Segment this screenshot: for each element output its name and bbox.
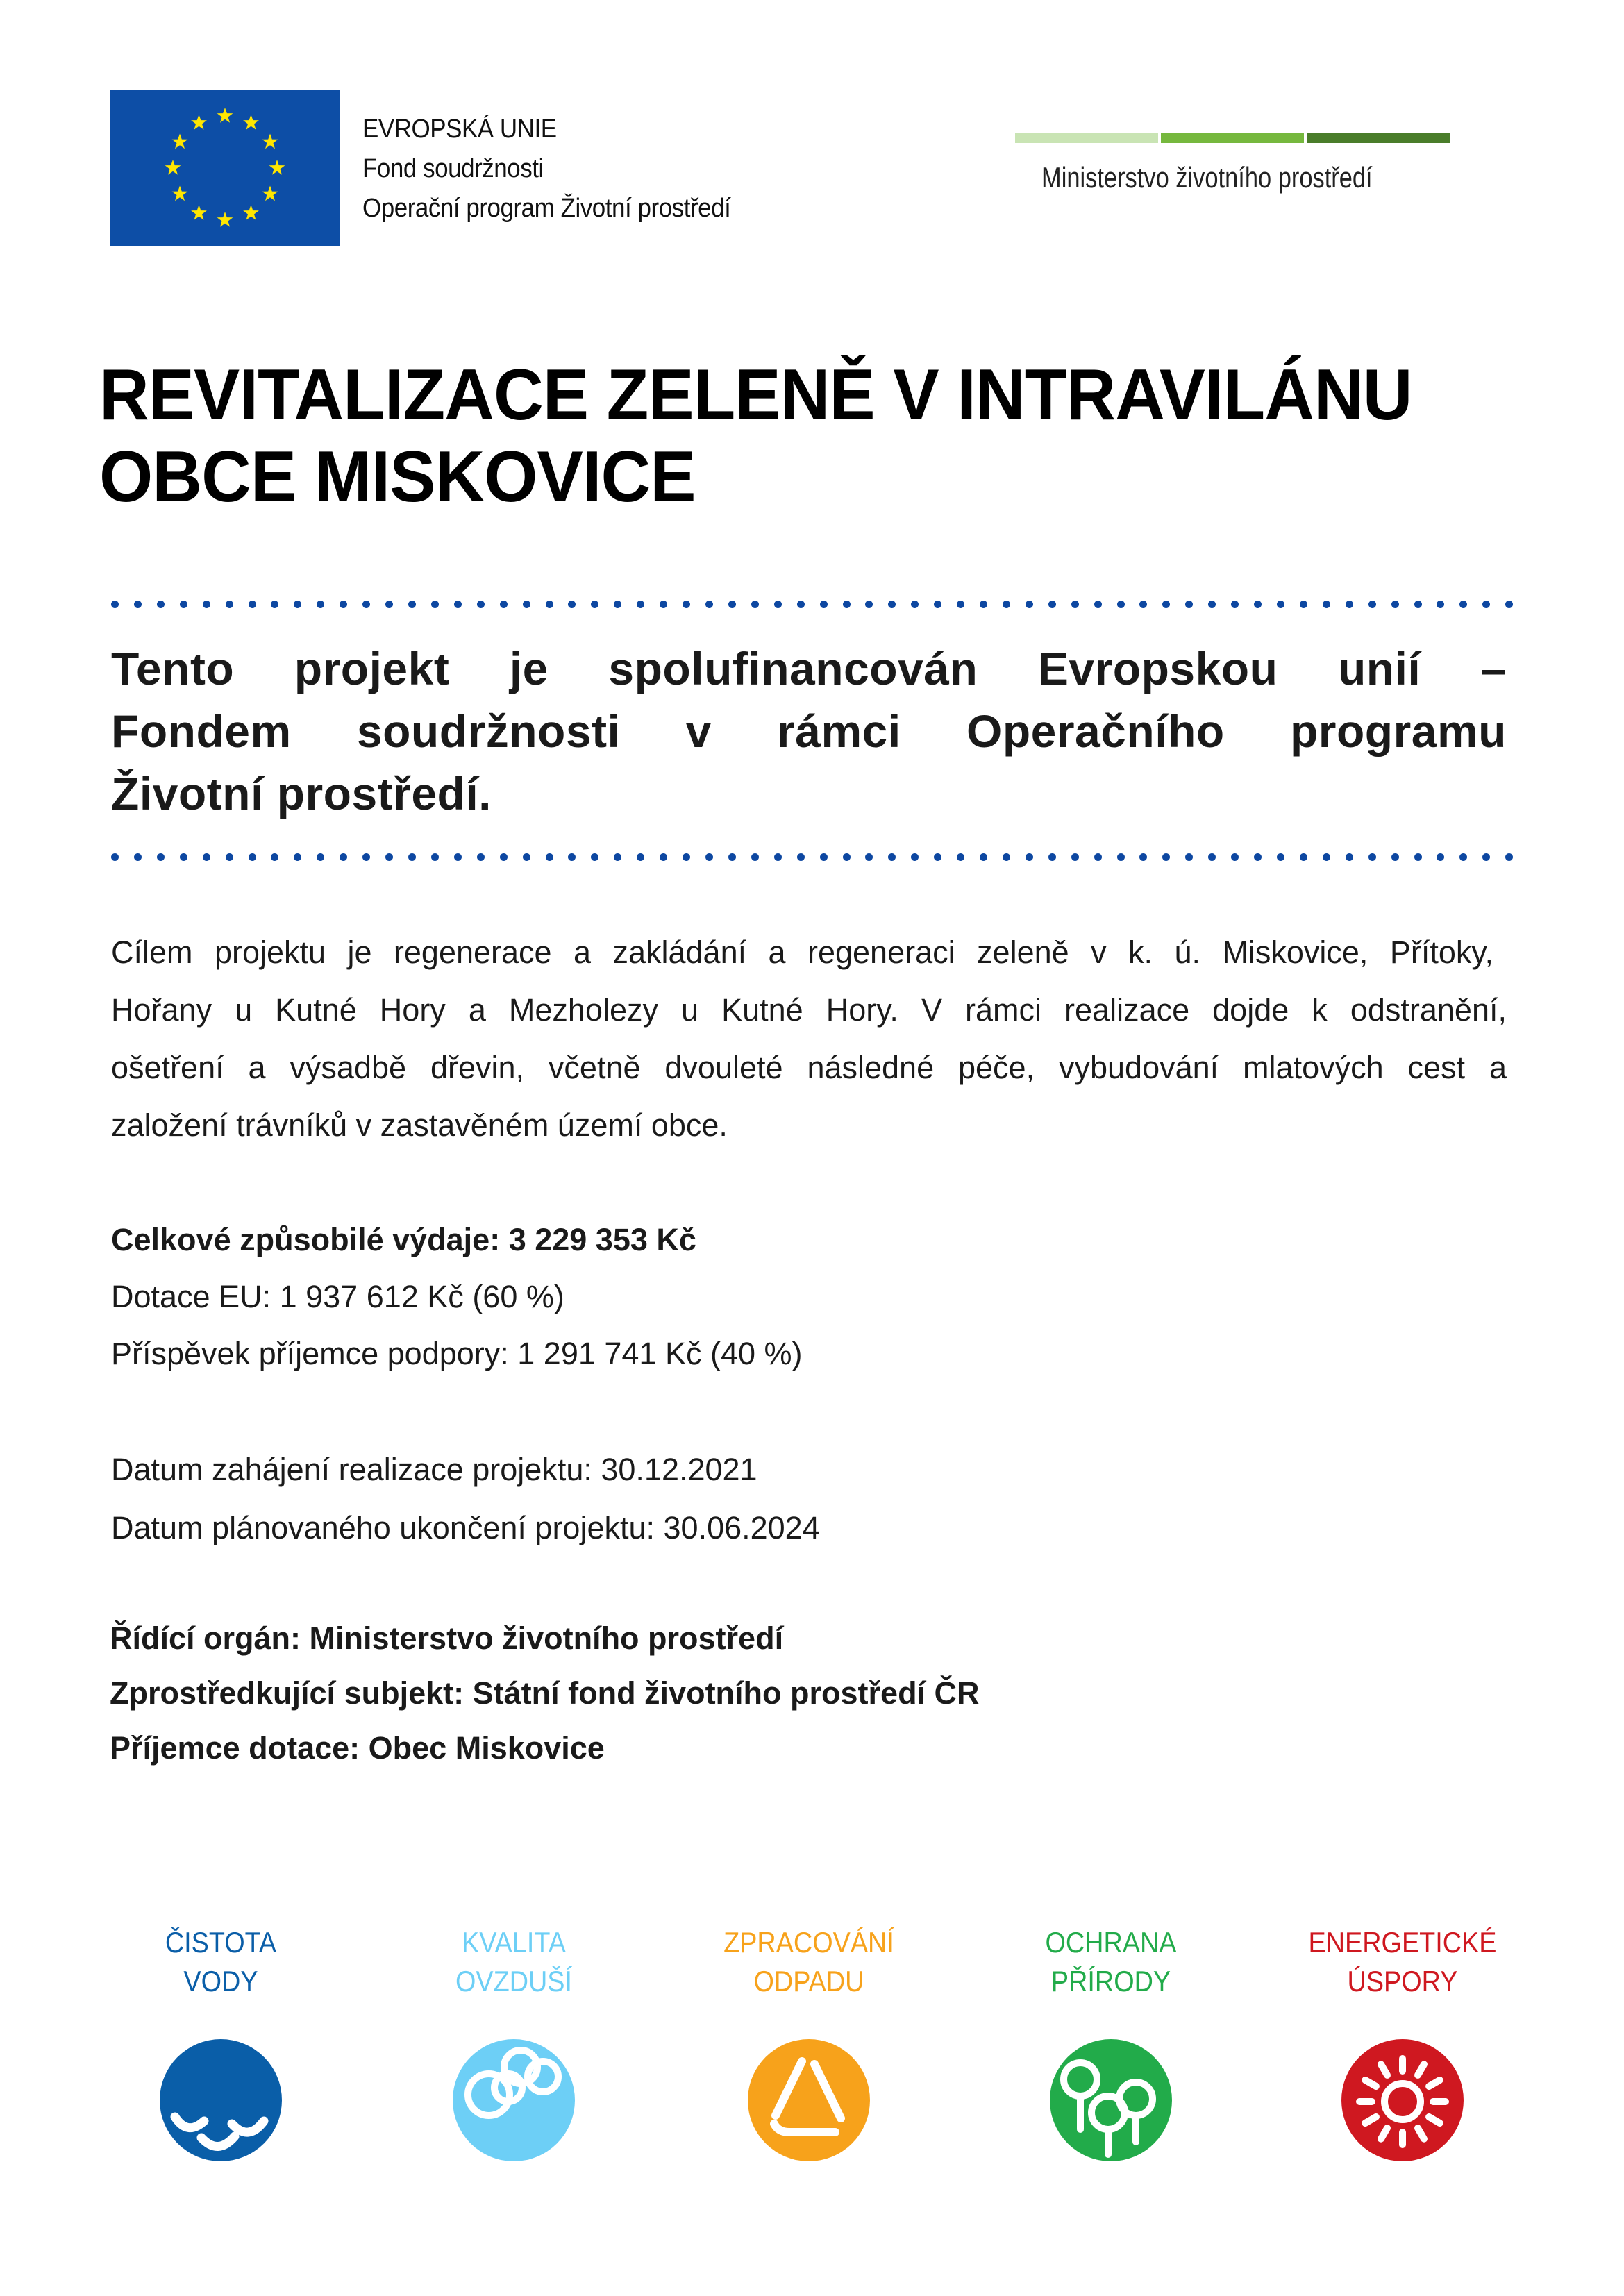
divider-dot bbox=[683, 853, 690, 861]
theme-water-purity bbox=[110, 1923, 332, 2161]
divider-dot bbox=[934, 601, 941, 608]
divider-dot bbox=[797, 601, 805, 608]
divider-dot bbox=[1003, 853, 1010, 861]
divider-dot bbox=[568, 853, 576, 861]
divider-dot bbox=[1208, 601, 1216, 608]
title-line-2: OBCE MISKOVICE bbox=[99, 437, 696, 517]
divider-dot bbox=[728, 853, 736, 861]
eu-star-icon bbox=[165, 160, 181, 175]
divider-dot bbox=[1437, 601, 1444, 608]
end-date: Datum plánovaného ukončení projektu: 30.06.2024 bbox=[111, 1510, 820, 1545]
divider-dot bbox=[934, 853, 941, 861]
funding-line-text: Tento projekt je spolufinancován Evropskou unií – bbox=[111, 643, 1507, 694]
theme-label-line: PŘÍRODY bbox=[1050, 1965, 1171, 1997]
divider-dot bbox=[1391, 853, 1399, 861]
divider-dot bbox=[111, 853, 119, 861]
dotted-divider-top bbox=[111, 599, 1514, 609]
eu-star-icon bbox=[172, 134, 188, 149]
divider-dot bbox=[911, 853, 919, 861]
divider-dot bbox=[1003, 601, 1010, 608]
finance-section bbox=[111, 1212, 803, 1382]
divider-dot bbox=[820, 601, 828, 608]
divider-dot bbox=[614, 601, 621, 608]
divider-dot bbox=[408, 853, 416, 861]
theme-label bbox=[1011, 1923, 1211, 2001]
divider-dot bbox=[843, 601, 851, 608]
divider-dot bbox=[1437, 853, 1444, 861]
divider-dot bbox=[317, 601, 324, 608]
eu-star-icon bbox=[262, 134, 278, 149]
divider-dot bbox=[546, 601, 553, 608]
theme-label bbox=[121, 1923, 321, 2001]
divider-dot bbox=[1346, 601, 1353, 608]
divider-dot bbox=[500, 601, 508, 608]
eu-logo-line: Operační program Životní prostředí bbox=[362, 194, 731, 223]
divider-dot bbox=[980, 853, 987, 861]
divider-dot bbox=[1185, 853, 1193, 861]
theme-label bbox=[414, 1923, 614, 2001]
divider-dot bbox=[340, 601, 347, 608]
water-waves-icon bbox=[160, 2039, 282, 2161]
eu-star-icon bbox=[262, 186, 278, 201]
ministry-logo-text: Ministerstvo životního prostředí bbox=[1041, 161, 1373, 194]
eu-star-icon bbox=[217, 212, 233, 227]
divider-dot bbox=[660, 601, 667, 608]
theme-label bbox=[709, 1923, 909, 2001]
eu-star-icon bbox=[243, 115, 259, 130]
managing-authority: Řídící orgán: Ministerstvo životního prostředí bbox=[110, 1620, 784, 1656]
divider-dot bbox=[1277, 853, 1284, 861]
divider-dot bbox=[728, 601, 736, 608]
divider-dot bbox=[203, 601, 210, 608]
divider-dot bbox=[637, 853, 644, 861]
eu-logo-text bbox=[362, 110, 762, 228]
divider-dot bbox=[957, 853, 964, 861]
dates-section bbox=[111, 1441, 820, 1557]
divider-dot bbox=[271, 601, 278, 608]
divider-dot bbox=[865, 601, 873, 608]
divider-dot bbox=[317, 853, 324, 861]
divider-dot bbox=[865, 853, 873, 861]
divider-dot bbox=[637, 601, 644, 608]
eu-star-icon bbox=[191, 205, 207, 220]
divider-dot bbox=[1323, 853, 1330, 861]
divider-dot bbox=[134, 853, 142, 861]
divider-dot bbox=[568, 601, 576, 608]
funding-statement bbox=[111, 637, 1507, 825]
divider-dot bbox=[1277, 601, 1284, 608]
divider-dot bbox=[1254, 853, 1262, 861]
funding-line-text: Životní prostředí. bbox=[111, 768, 492, 819]
divider-dot bbox=[294, 853, 301, 861]
divider-dot bbox=[957, 601, 964, 608]
divider-dot bbox=[1459, 601, 1467, 608]
divider-dot bbox=[111, 601, 119, 608]
eu-star-icon bbox=[191, 115, 207, 130]
start-date: Datum zahájení realizace projektu: 30.12.2021 bbox=[111, 1452, 757, 1487]
divider-dot bbox=[1323, 601, 1330, 608]
organizations-section bbox=[110, 1611, 980, 1775]
divider-dot bbox=[1071, 853, 1079, 861]
eu-logo-line: Fond soudržnosti bbox=[362, 154, 544, 183]
divider-dot bbox=[249, 853, 256, 861]
divider-dot bbox=[1117, 601, 1125, 608]
divider-dot bbox=[1139, 853, 1147, 861]
grant-recipient: Příjemce dotace: Obec Miskovice bbox=[110, 1730, 605, 1766]
divider-dot bbox=[385, 601, 393, 608]
divider-dot bbox=[1300, 853, 1307, 861]
theme-label-line: VODY bbox=[183, 1965, 258, 1997]
eu-star-icon bbox=[172, 186, 188, 201]
divider-dot bbox=[340, 853, 347, 861]
theme-label-line: OVZDUŠÍ bbox=[455, 1965, 573, 1997]
eu-subsidy: Dotace EU: 1 937 612 Kč (60 %) bbox=[111, 1279, 564, 1314]
divider-dot bbox=[477, 853, 485, 861]
divider-dot bbox=[1505, 601, 1513, 608]
theme-nature-protection bbox=[1000, 1923, 1222, 2161]
total-eligible-costs: Celkové způsobilé výdaje: 3 229 353 Kč bbox=[111, 1222, 696, 1257]
divider-dot bbox=[362, 853, 370, 861]
divider-dot bbox=[1346, 853, 1353, 861]
theme-air-quality bbox=[403, 1923, 625, 2161]
theme-label bbox=[1303, 1923, 1502, 2001]
divider-dot bbox=[500, 853, 508, 861]
divider-dot bbox=[797, 853, 805, 861]
theme-label-line: ÚSPORY bbox=[1347, 1965, 1458, 1997]
divider-dot bbox=[1071, 601, 1079, 608]
ministry-bar-mid bbox=[1161, 133, 1304, 143]
divider-dot bbox=[591, 853, 598, 861]
ministry-logo-bars bbox=[1015, 133, 1450, 143]
eu-star-icon bbox=[269, 160, 285, 175]
theme-waste-processing bbox=[698, 1923, 920, 2161]
recipient-contribution: Příspěvek příjemce podpory: 1 291 741 Kč (40 %) bbox=[111, 1336, 803, 1371]
divider-dot bbox=[751, 853, 759, 861]
dotted-divider-bottom bbox=[111, 852, 1514, 862]
divider-dot bbox=[774, 853, 782, 861]
project-description bbox=[111, 923, 1508, 1154]
title-line-1: REVITALIZACE ZELENĚ V INTRAVILÁNU bbox=[99, 355, 1412, 435]
theme-energy-savings bbox=[1291, 1923, 1514, 2161]
eu-star-icon bbox=[217, 108, 233, 123]
page-title bbox=[99, 354, 1474, 518]
divider-dot bbox=[1391, 601, 1399, 608]
eu-logo-line: EVROPSKÁ UNIE bbox=[362, 115, 557, 144]
divider-dot bbox=[1048, 601, 1056, 608]
divider-dot bbox=[226, 853, 233, 861]
divider-dot bbox=[1368, 853, 1376, 861]
divider-dot bbox=[683, 601, 690, 608]
divider-dot bbox=[134, 601, 142, 608]
eu-star-icon bbox=[243, 205, 259, 220]
divider-dot bbox=[705, 853, 713, 861]
divider-dot bbox=[843, 853, 851, 861]
divider-dot bbox=[774, 601, 782, 608]
theme-label-line: KVALITA bbox=[462, 1926, 566, 1959]
divider-dot bbox=[591, 601, 598, 608]
eu-stars-icon bbox=[110, 90, 340, 246]
divider-dot bbox=[1048, 853, 1056, 861]
cloud-icon bbox=[453, 2039, 575, 2161]
ministry-bar-dark bbox=[1307, 133, 1450, 143]
eu-flag-logo bbox=[110, 90, 340, 246]
theme-label-line: ZPRACOVÁNÍ bbox=[723, 1926, 894, 1959]
divider-dot bbox=[1300, 601, 1307, 608]
divider-dot bbox=[546, 853, 553, 861]
description-line: ošetření a výsadbě dřevin, včetně dvouleté následné péče, vybudování mlatových cest a bbox=[111, 1050, 1507, 1085]
divider-dot bbox=[362, 601, 370, 608]
theme-label-line: ENERGETICKÉ bbox=[1308, 1926, 1497, 1959]
divider-dot bbox=[226, 601, 233, 608]
divider-dot bbox=[980, 601, 987, 608]
divider-dot bbox=[1162, 853, 1170, 861]
theme-label-line: OCHRANA bbox=[1045, 1926, 1177, 1959]
divider-dot bbox=[751, 601, 759, 608]
funding-line-text: Fondem soudržnosti v rámci Operačního programu bbox=[111, 705, 1507, 757]
divider-dot bbox=[1414, 853, 1422, 861]
divider-dot bbox=[1162, 601, 1170, 608]
divider-dot bbox=[614, 853, 621, 861]
divider-dot bbox=[523, 853, 530, 861]
funding-statement-line-1 bbox=[111, 637, 1507, 700]
divider-dot bbox=[523, 601, 530, 608]
divider-dot bbox=[408, 601, 416, 608]
divider-dot bbox=[157, 601, 165, 608]
description-line: založení trávníků v zastavěném území obce. bbox=[111, 1107, 728, 1143]
description-line: Hořany u Kutné Hory a Mezholezy u Kutné Hory. V rámci realizace dojde k odstranění, bbox=[111, 992, 1507, 1028]
ministry-bar-light bbox=[1015, 133, 1158, 143]
divider-dot bbox=[660, 853, 667, 861]
divider-dot bbox=[888, 601, 896, 608]
divider-dot bbox=[888, 853, 896, 861]
divider-dot bbox=[1231, 601, 1239, 608]
divider-dot bbox=[1026, 601, 1033, 608]
sun-icon bbox=[1341, 2039, 1464, 2161]
divider-dot bbox=[1505, 853, 1513, 861]
divider-dot bbox=[1414, 601, 1422, 608]
divider-dot bbox=[911, 601, 919, 608]
divider-dot bbox=[705, 601, 713, 608]
divider-dot bbox=[454, 853, 462, 861]
divider-dot bbox=[1254, 601, 1262, 608]
divider-dot bbox=[1117, 853, 1125, 861]
divider-dot bbox=[1231, 853, 1239, 861]
divider-dot bbox=[1185, 601, 1193, 608]
funding-statement-line-2 bbox=[111, 700, 1507, 762]
divider-dot bbox=[249, 601, 256, 608]
divider-dot bbox=[1094, 601, 1102, 608]
theme-label-line: ČISTOTA bbox=[165, 1926, 277, 1959]
description-line: Cílem projektu je regenerace a zakládání a regeneraci zeleně v k. ú. Miskovice, Přítoky, bbox=[111, 935, 1494, 970]
divider-dot bbox=[1094, 853, 1102, 861]
divider-dot bbox=[820, 853, 828, 861]
divider-dot bbox=[180, 601, 187, 608]
funding-statement-line-3 bbox=[111, 762, 1507, 825]
divider-dot bbox=[454, 601, 462, 608]
divider-dot bbox=[1459, 853, 1467, 861]
trees-icon bbox=[1050, 2039, 1172, 2161]
divider-dot bbox=[385, 853, 393, 861]
divider-dot bbox=[180, 853, 187, 861]
divider-dot bbox=[294, 601, 301, 608]
divider-dot bbox=[157, 853, 165, 861]
divider-dot bbox=[1368, 601, 1376, 608]
divider-dot bbox=[1139, 601, 1147, 608]
theme-label-line: ODPADU bbox=[753, 1965, 864, 1997]
recycle-triangle-icon bbox=[748, 2039, 870, 2161]
divider-dot bbox=[1482, 853, 1490, 861]
divider-dot bbox=[1026, 853, 1033, 861]
divider-dot bbox=[431, 853, 439, 861]
divider-dot bbox=[431, 601, 439, 608]
divider-dot bbox=[203, 853, 210, 861]
intermediate-body: Zprostředkující subjekt: Státní fond životního prostředí ČR bbox=[110, 1675, 980, 1711]
divider-dot bbox=[271, 853, 278, 861]
divider-dot bbox=[1208, 853, 1216, 861]
divider-dot bbox=[1482, 601, 1490, 608]
divider-dot bbox=[477, 601, 485, 608]
